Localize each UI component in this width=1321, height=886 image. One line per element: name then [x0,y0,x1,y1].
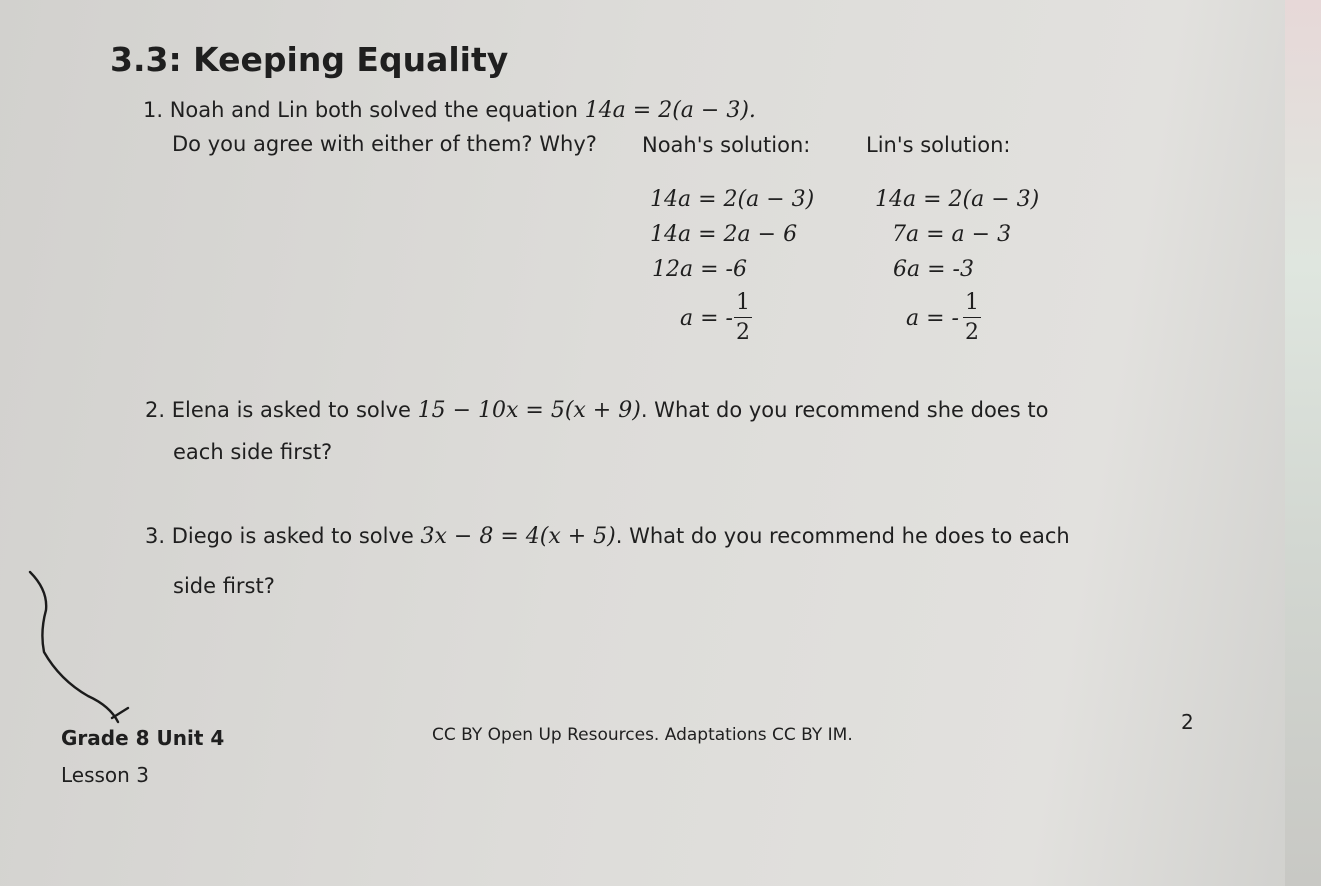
page-title: 3.3: Keeping Equality [110,40,509,79]
page-number: 2 [1181,710,1194,734]
noah-step-1: 14a = 2(a − 3) [650,187,815,212]
noah-step-3: 12a = -6 [652,257,747,282]
noah-step-4: a = - [680,306,733,331]
q1-question: Do you agree with either of them? Why? [172,132,597,156]
q2-line2: each side first? [173,440,333,464]
lin-step-2: 7a = a − 3 [892,222,1012,247]
q3-text-suffix: . What do you recommend he does to each [615,524,1070,548]
lin-fraction-denominator: 2 [965,320,979,345]
noah-fraction [734,290,752,345]
footer-grade: Grade 8 Unit 4 [61,726,225,750]
noah-solution-label: Noah's solution: [642,133,811,157]
lin-step-1: 14a = 2(a − 3) [875,187,1040,212]
background-edge [1285,0,1321,886]
q3-text: 3. Diego is asked to solve [145,524,421,548]
q2-text: 2. Elena is asked to solve [145,398,418,422]
lin-solution-label: Lin's solution: [866,133,1011,157]
noah-fraction-numerator: 1 [736,290,750,315]
q2-line [145,398,1048,423]
footer-lesson: Lesson 3 [61,763,149,787]
q2-text-suffix: . What do you recommend she does to [640,398,1049,422]
pen-mark [0,0,200,760]
q1-equation: 14a = 2(a − 3). [584,98,756,123]
lin-step-3: 6a = -3 [893,257,974,282]
q1-text: 1. Noah and Lin both solved the equation [143,98,585,122]
footer-license: CC BY Open Up Resources. Adaptations CC BY IM. [432,725,853,745]
noah-fraction-denominator: 2 [736,320,750,345]
lin-fraction [963,290,981,345]
q2-equation: 15 − 10x = 5(x + 9) [417,398,641,423]
q1-line [143,98,756,123]
q3-line [145,524,1070,549]
q3-line2: side first? [173,574,275,598]
noah-step-2: 14a = 2a − 6 [650,222,798,247]
lin-fraction-numerator: 1 [965,290,979,315]
q3-equation: 3x − 8 = 4(x + 5) [420,524,616,549]
lin-step-4: a = - [906,306,959,331]
